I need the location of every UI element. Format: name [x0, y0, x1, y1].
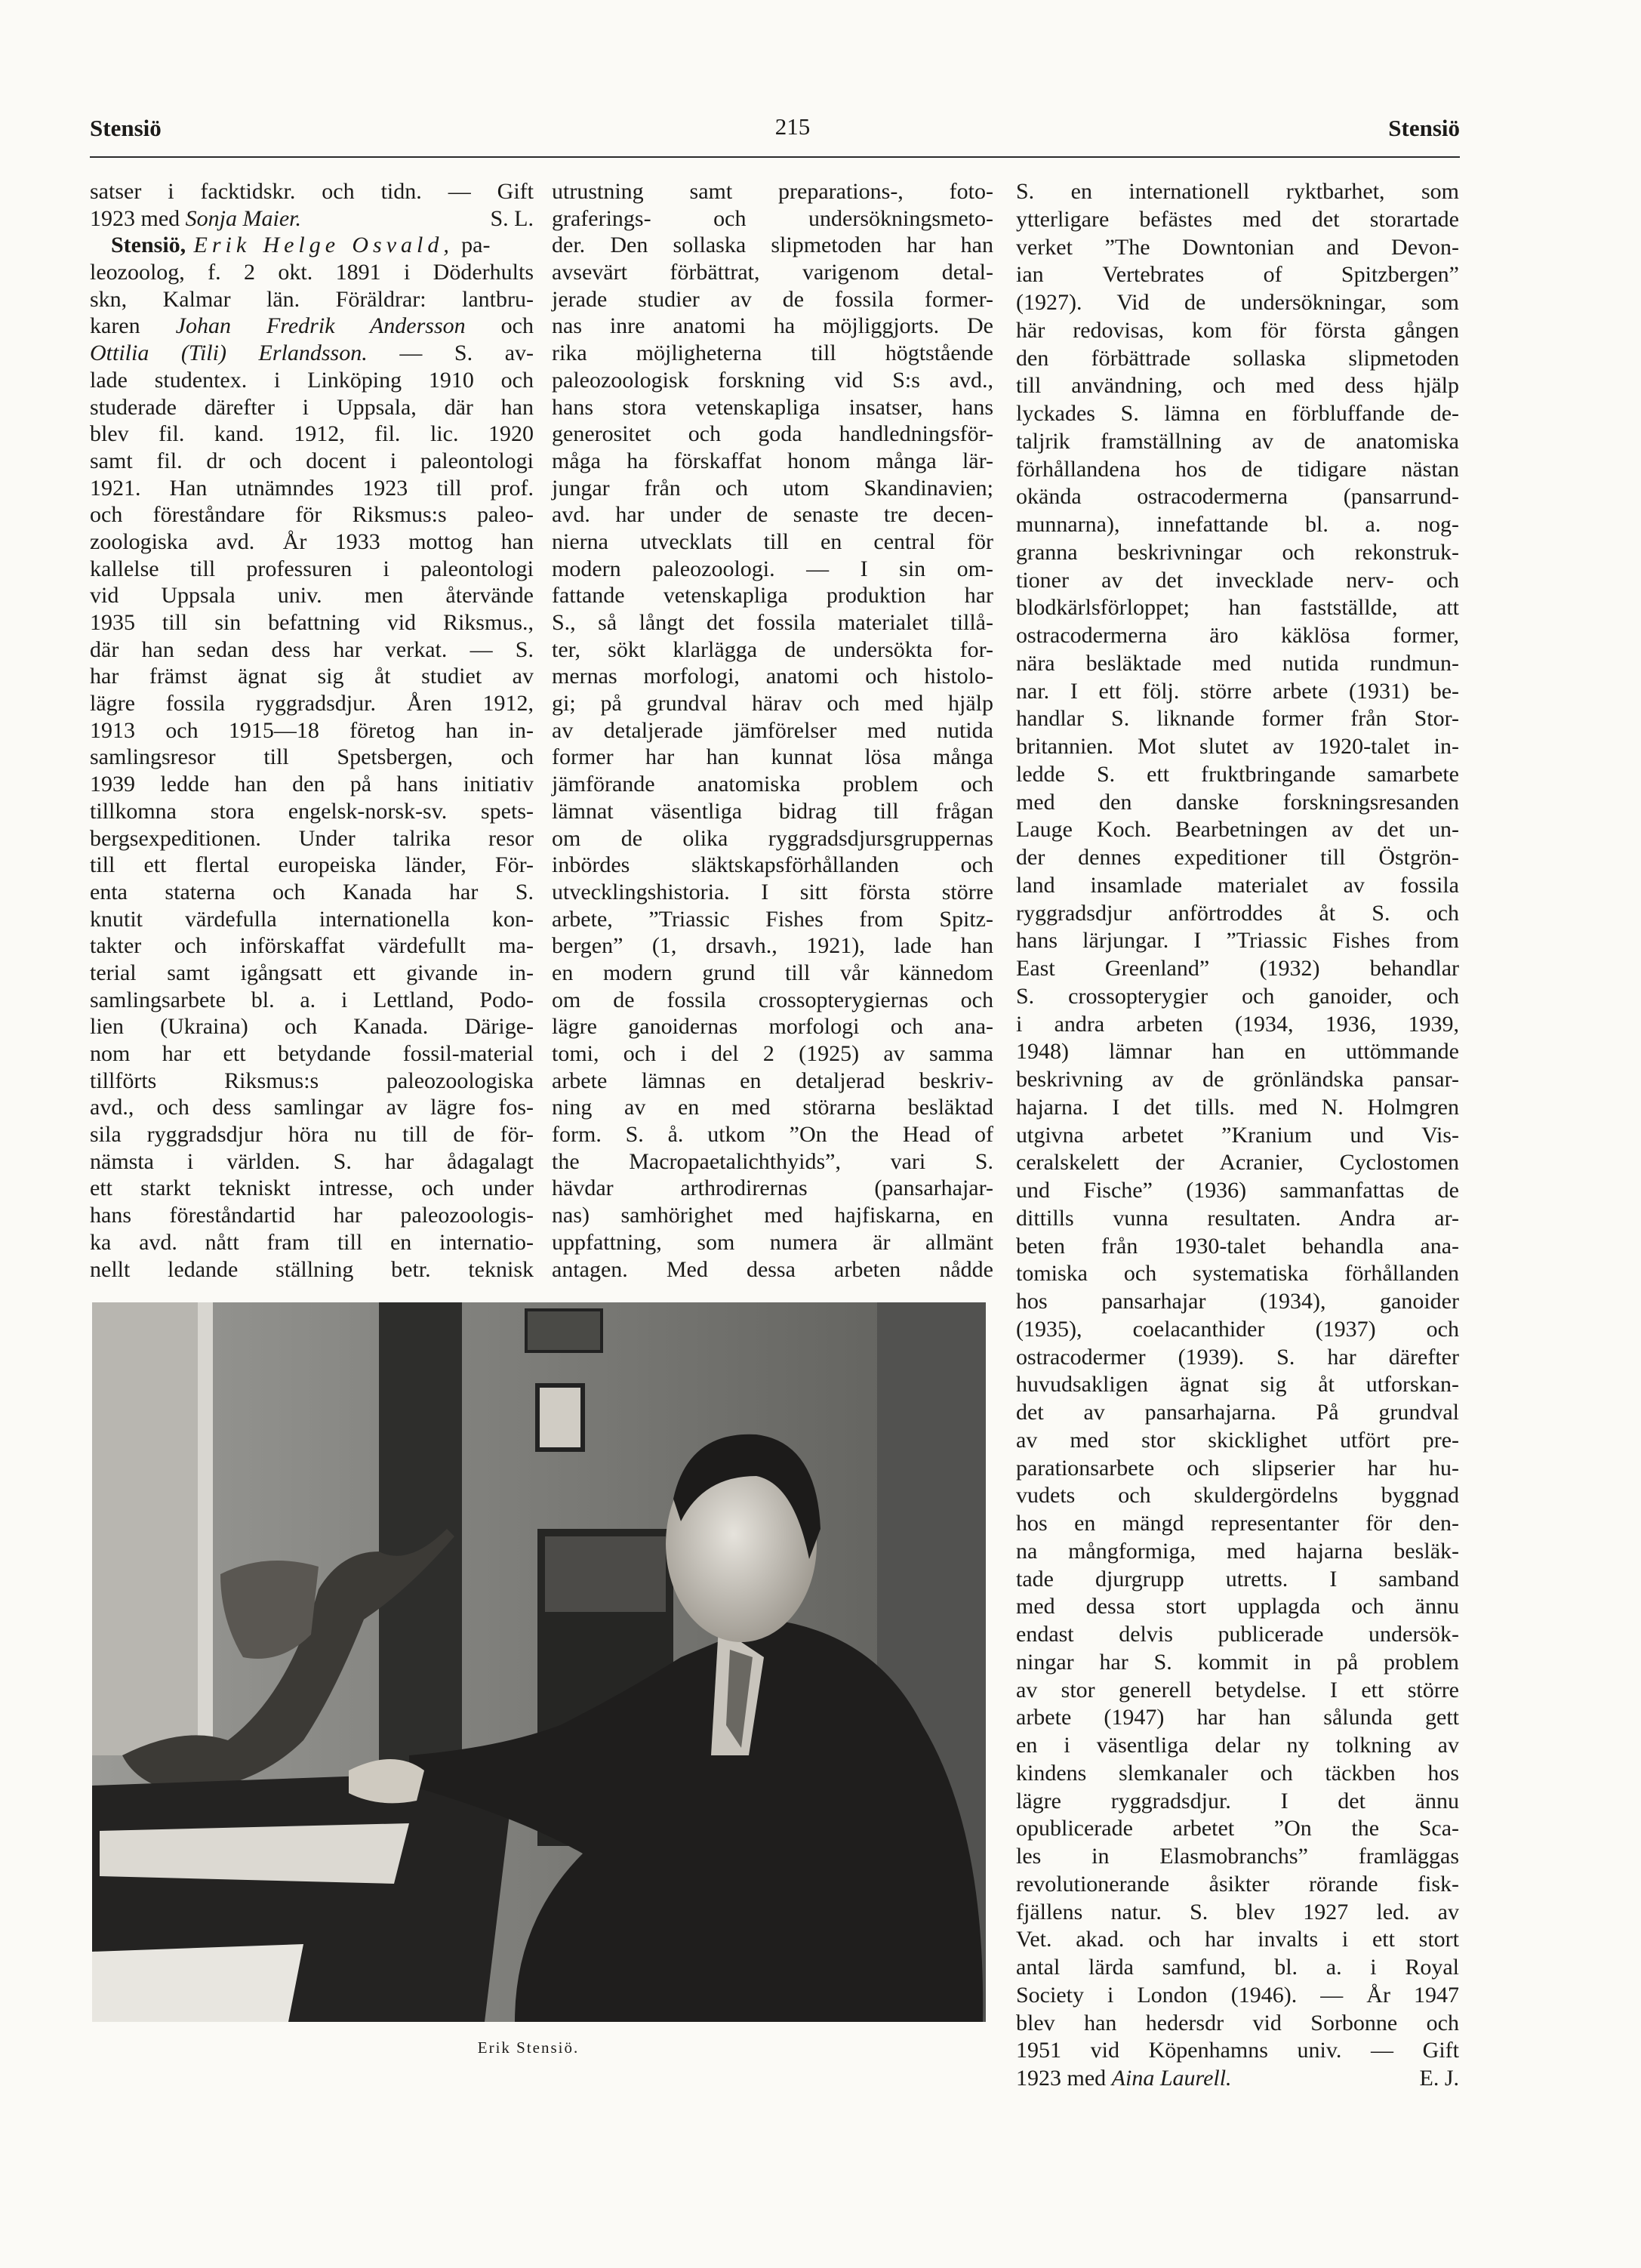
running-head-right: Stensiö — [1388, 115, 1460, 141]
text-line: samt fil. dr och docent i paleontologi — [90, 448, 534, 473]
text-line — [90, 313, 534, 340]
text-line: en i väsentliga delar ny tolkning av — [1016, 1733, 1459, 1758]
text-line: hos en mängd representanter för den- — [1016, 1511, 1459, 1536]
text-line: ter, sökt klarlägga de undersökta for- — [552, 636, 993, 662]
text-line: der dennes expeditioner till Östgrön- — [1016, 845, 1459, 870]
text-segment: pa- — [453, 233, 491, 258]
text-line: här redovisas, kom för första gången — [1016, 317, 1459, 343]
text-line: enta staterna och Kanada har S. — [90, 879, 534, 904]
text-line: av med stor skicklighet utfört pre- — [1016, 1427, 1459, 1453]
text-line: av stor generell betydelse. I ett större — [1016, 1677, 1459, 1703]
text-line: taljrik framställning av de anatomiska — [1016, 428, 1459, 454]
text-line: nar. I ett följ. större arbete (1931) be- — [1016, 678, 1459, 704]
page-number: 215 — [774, 113, 811, 140]
text-line: S. crossopterygier och ganoider, och — [1016, 983, 1459, 1009]
text-segment: — S. av- — [367, 341, 534, 366]
text-line: jämförande anatomiska problem och — [552, 772, 993, 797]
text-line: av detaljerade jämförelser med nutida — [552, 717, 993, 743]
text-line: mernas morfologi, anatomi och histolo- — [552, 664, 993, 689]
text-line: tade djurgrupp utretts. I samband — [1016, 1566, 1459, 1592]
text-line: kallelse till professuren i paleontologi — [90, 556, 534, 581]
text-line: beskrivning av de grönländska pansar- — [1016, 1067, 1459, 1092]
italic-name: Sonja Maier. — [185, 205, 301, 231]
text-line: beten från 1930-talet behandla ana- — [1016, 1233, 1459, 1259]
text-line: har främst ägnat sig åt studiet av — [90, 664, 534, 689]
italic-name: Johan Fredrik Andersson — [175, 313, 466, 339]
text-line: okända ostracodermerna (pansarrund- — [1016, 484, 1459, 510]
text-line: opublicerade arbetet ”On the Sca- — [1016, 1816, 1459, 1841]
text-line — [90, 340, 534, 367]
text-line: 1939 ledde han den på hans initiativ — [90, 772, 534, 797]
text-line: hans föreståndartid har paleozoologis- — [90, 1203, 534, 1228]
text-line: ostracodermerna äro käklösa former, — [1016, 623, 1459, 648]
text-line: antal lärda samfund, bl. a. i Royal — [1016, 1955, 1459, 1980]
text-line: med den danske forskningsresanden — [1016, 789, 1459, 815]
text-line: ceralskelett der Acranier, Cyclostomen — [1016, 1150, 1459, 1176]
text-line — [90, 205, 534, 233]
text-line: bergsexpeditionen. Under talrika resor — [90, 825, 534, 851]
text-line — [1016, 2065, 1459, 2093]
text-column-3 — [1016, 178, 1459, 2093]
text-line: bergen” (1, drsavh., 1921), lade han — [552, 933, 993, 959]
text-line: utgivna arbetet ”Kranium und Vis- — [1016, 1122, 1459, 1148]
text-line: samlingsarbete bl. a. i Lettland, Podo- — [90, 987, 534, 1012]
text-line: endast delvis publicerade undersök- — [1016, 1622, 1459, 1647]
text-line: vid Uppsala univ. men återvände — [90, 583, 534, 609]
text-line: S., så långt det fossila materialet tillå- — [552, 610, 993, 635]
text-line: terial samt igångsatt ett givande in- — [90, 960, 534, 985]
text-line: parationsarbete och slipserier har hu- — [1016, 1455, 1459, 1481]
text-line: form. S. å. utkom ”On the Head of — [552, 1122, 993, 1148]
text-line: huvudsakligen ägnat sig åt utforskan- — [1016, 1372, 1459, 1397]
text-line: tillkomna stora engelsk-norsk-sv. spets- — [90, 798, 534, 824]
italic-name: Erik Helge Osvald, — [193, 233, 454, 258]
text-line: gi; på grundval härav och med hjälp — [552, 691, 993, 716]
text-line: uppfattning, som numera är allmänt — [552, 1229, 993, 1255]
text-line: där han sedan dess har verkat. — S. — [90, 636, 534, 662]
text-line: rika möjligheterna till högtstående — [552, 341, 993, 366]
text-line: und Fische” (1936) sammanfattas de — [1016, 1178, 1459, 1203]
text-line: handlar S. liknande former från Stor- — [1016, 706, 1459, 732]
text-line: tomiska och systematiska förhållanden — [1016, 1261, 1459, 1287]
text-line: med dessa stort upplagda och ännu — [1016, 1594, 1459, 1619]
running-head-left: Stensiö — [90, 115, 162, 141]
text-segment: 1923 med — [1016, 2066, 1112, 2091]
text-line: hajarna. I det tills. med N. Holmgren — [1016, 1094, 1459, 1120]
text-line: nierna utvecklats till en central för — [552, 528, 993, 554]
text-line: tillförts Riksmus:s paleozoologiska — [90, 1068, 534, 1093]
portrait-photo — [92, 1302, 986, 2022]
text-line: nas) samhörighet med hajfiskarna, en — [552, 1203, 993, 1228]
text-line: former har han kunnat lösa många — [552, 744, 993, 770]
text-line: lägre fossila ryggradsdjur. Åren 1912, — [90, 691, 534, 716]
text-line: verket ”The Downtonian and Devon- — [1016, 234, 1459, 260]
text-line: sila ryggradsdjur höra nu till de för- — [90, 1122, 534, 1148]
text-line: utvecklingshistoria. I sitt första större — [552, 879, 993, 904]
text-line: ledde S. ett fruktbringande samarbete — [1016, 761, 1459, 787]
text-line: till användning, och med dess hjälp — [1016, 373, 1459, 399]
text-line: lägre ryggradsdjur. I det ännu — [1016, 1788, 1459, 1813]
text-line: arbete, ”Triassic Fishes from Spitz- — [552, 906, 993, 932]
text-line: blev fil. kand. 1912, fil. lic. 1920 — [90, 421, 534, 447]
text-line: det av pansarhajarna. På grundval — [1016, 1400, 1459, 1425]
text-line: lien (Ukraina) och Kanada. Därige- — [90, 1014, 534, 1040]
text-line: East Greenland” (1932) behandlar — [1016, 956, 1459, 981]
text-line: kindens slemkanaler och täckben hos — [1016, 1760, 1459, 1786]
text-line: lägre ganoidernas morfologi och ana- — [552, 1014, 993, 1040]
text-line: Lauge Koch. Bearbetningen av det un- — [1016, 817, 1459, 843]
text-line: antagen. Med dessa arbeten nådde — [552, 1256, 993, 1282]
text-column-2 — [552, 178, 993, 1283]
text-column-1 — [90, 178, 534, 1283]
text-line: om de fossila crossopterygiernas och — [552, 987, 993, 1012]
text-line: avd. har under de senaste tre decen- — [552, 502, 993, 528]
author-signature: S. L. — [490, 205, 534, 231]
text-line: hans lärjungar. I ”Triassic Fishes from — [1016, 928, 1459, 954]
text-line: (1927). Vid de undersökningar, som — [1016, 290, 1459, 315]
text-line: inbördes släktskapsförhållanden och — [552, 852, 993, 878]
text-line: generositet och goda handledningsför- — [552, 421, 993, 447]
text-line: nära besläktade med nutida rundmun- — [1016, 650, 1459, 676]
text-segment: karen — [90, 313, 176, 339]
text-line: jerade studier av de fossila former- — [552, 286, 993, 312]
text-line: S. en internationell ryktbarhet, som — [1016, 179, 1459, 204]
text-line: fjällens natur. S. blev 1927 led. av — [1016, 1899, 1459, 1924]
text-line: ytterligare befästes med det storartade — [1016, 206, 1459, 232]
text-line: modern paleozoologi. — I sin om- — [552, 556, 993, 581]
text-line: tomi, och i del 2 (1925) av samma — [552, 1041, 993, 1066]
text-line: till ett flertal europeiska länder, För- — [90, 852, 534, 878]
text-line: granna beskrivningar och rekonstruk- — [1016, 539, 1459, 565]
text-line: les in Elasmobranchs” framläggas — [1016, 1844, 1459, 1869]
text-line: revolutionerande åsikter rörande fisk- — [1016, 1871, 1459, 1897]
text-line: ian Vertebrates of Spitzbergen” — [1016, 262, 1459, 288]
text-line: Vet. akad. och har invalts i ett stort — [1016, 1927, 1459, 1952]
italic-name: Ottilia (Tili) Erlandsson. — [90, 341, 368, 366]
text-segment: 1923 med — [90, 205, 186, 231]
text-line: paleozoologisk forskning vid S:s avd., — [552, 367, 993, 393]
text-line: och föreståndare för Riksmus:s paleo- — [90, 502, 534, 528]
text-line: nämsta i världen. S. har ådagalagt — [90, 1148, 534, 1174]
text-line: lyckades S. lämna en förbluffande de- — [1016, 401, 1459, 426]
text-line: land insamlade materialet av fossila — [1016, 872, 1459, 898]
header-rule — [90, 156, 1460, 158]
text-line: skn, Kalmar län. Föräldrar: lantbru- — [90, 286, 534, 312]
text-line: ostracodermer (1939). S. har därefter — [1016, 1344, 1459, 1370]
text-line: utrustning samt preparations-, foto- — [552, 179, 993, 204]
text-line: 1948) lämnar han en uttömmande — [1016, 1039, 1459, 1065]
text-line: nas inre anatomi ha möjliggjorts. De — [552, 313, 993, 339]
author-signature: E. J. — [1419, 2066, 1459, 2091]
text-line: avd., och dess samlingar av lägre fos- — [90, 1095, 534, 1120]
text-line: satser i facktidskr. och tidn. — Gift — [90, 179, 534, 204]
text-line: leozoolog, f. 2 okt. 1891 i Döderhults — [90, 260, 534, 285]
text-line: graferings- och undersökningsmeto- — [552, 205, 993, 231]
text-line: na mångformiga, med hajarna besläk- — [1016, 1538, 1459, 1564]
text-line: (1935), coelacanthider (1937) och — [1016, 1316, 1459, 1342]
text-line: nom har ett betydande fossil-material — [90, 1041, 534, 1066]
text-line: måga ha förskaffat honom många lär- — [552, 448, 993, 473]
text-line: samlingsresor till Spetsbergen, och — [90, 744, 534, 770]
text-line: avsevärt förbättrat, varigenom detal- — [552, 260, 993, 285]
text-line: lämnat väsentliga bidrag till frågan — [552, 798, 993, 824]
text-line: munnarna), innefattande bl. a. nog- — [1016, 512, 1459, 537]
text-line: hans stora vetenskapliga insatser, hans — [552, 394, 993, 420]
text-line: studerade därefter i Uppsala, där han — [90, 394, 534, 420]
text-line: blodkärlsförloppet; han fastställde, att — [1016, 595, 1459, 621]
text-line: hävdar arthrodirernas (pansarhajar- — [552, 1176, 993, 1201]
text-line: ning av en med störarna besläktad — [552, 1095, 993, 1120]
text-line — [90, 232, 534, 259]
text-line: jungar från och utom Skandinavien; — [552, 475, 993, 501]
text-line: dittills vunna resultaten. Andra ar- — [1016, 1205, 1459, 1231]
text-line: blev han hedersdr vid Sorbonne och — [1016, 2010, 1459, 2035]
text-line: tioner av det invecklade nerv- och — [1016, 567, 1459, 593]
text-line: arbete (1947) har han sålunda gett — [1016, 1705, 1459, 1730]
text-line: vudets och skuldergördelns byggnad — [1016, 1483, 1459, 1508]
text-line: 1935 till sin befattning vid Riksmus., — [90, 610, 534, 635]
text-line: nellt ledande ställning betr. teknisk — [90, 1256, 534, 1282]
text-line: i andra arbeten (1934, 1936, 1939, — [1016, 1011, 1459, 1037]
text-line: ningar har S. kommit in på problem — [1016, 1649, 1459, 1675]
text-line: britannien. Mot slutet av 1920-talet in- — [1016, 734, 1459, 759]
entry-headword: Stensiö, — [111, 233, 194, 258]
text-line: ka avd. nått fram till en internatio- — [90, 1229, 534, 1255]
text-line: förhållandena hos de tidigare nästan — [1016, 456, 1459, 482]
text-line: 1921. Han utnämndes 1923 till prof. — [90, 475, 534, 501]
text-line: knutit värdefulla internationella kon- — [90, 906, 534, 932]
italic-name: Aina Laurell. — [1111, 2066, 1232, 2091]
text-line: den förbättrade sollaska slipmetoden — [1016, 345, 1459, 371]
text-segment: och — [465, 313, 534, 339]
text-line: 1951 vid Köpenhamns univ. — Gift — [1016, 2038, 1459, 2063]
photo-caption: Erik Stensiö. — [477, 2038, 580, 2057]
text-line: hos pansarhajar (1934), ganoider — [1016, 1289, 1459, 1314]
text-line: arbete lämnas en detaljerad beskriv- — [552, 1068, 993, 1093]
text-line: Society i London (1946). — År 1947 — [1016, 1982, 1459, 2008]
text-line: ryggradsdjur anförtroddes åt S. och — [1016, 900, 1459, 926]
text-line: zoologiska avd. År 1933 mottog han — [90, 528, 534, 554]
text-line: 1913 och 1915—18 företog han in- — [90, 717, 534, 743]
text-line: en modern grund till vår kännedom — [552, 960, 993, 985]
text-line: lade studentex. i Linköping 1910 och — [90, 367, 534, 393]
text-line: ett starkt tekniskt intresse, och under — [90, 1176, 534, 1201]
text-line: der. Den sollaska slipmetoden har han — [552, 233, 993, 258]
text-line: fattande vetenskapliga produktion har — [552, 583, 993, 609]
text-line: the Macropaetalichthyids”, vari S. — [552, 1148, 993, 1174]
text-line: om de olika ryggradsdjursgruppernas — [552, 825, 993, 851]
text-line: takter och införskaffat värdefullt ma- — [90, 933, 534, 959]
